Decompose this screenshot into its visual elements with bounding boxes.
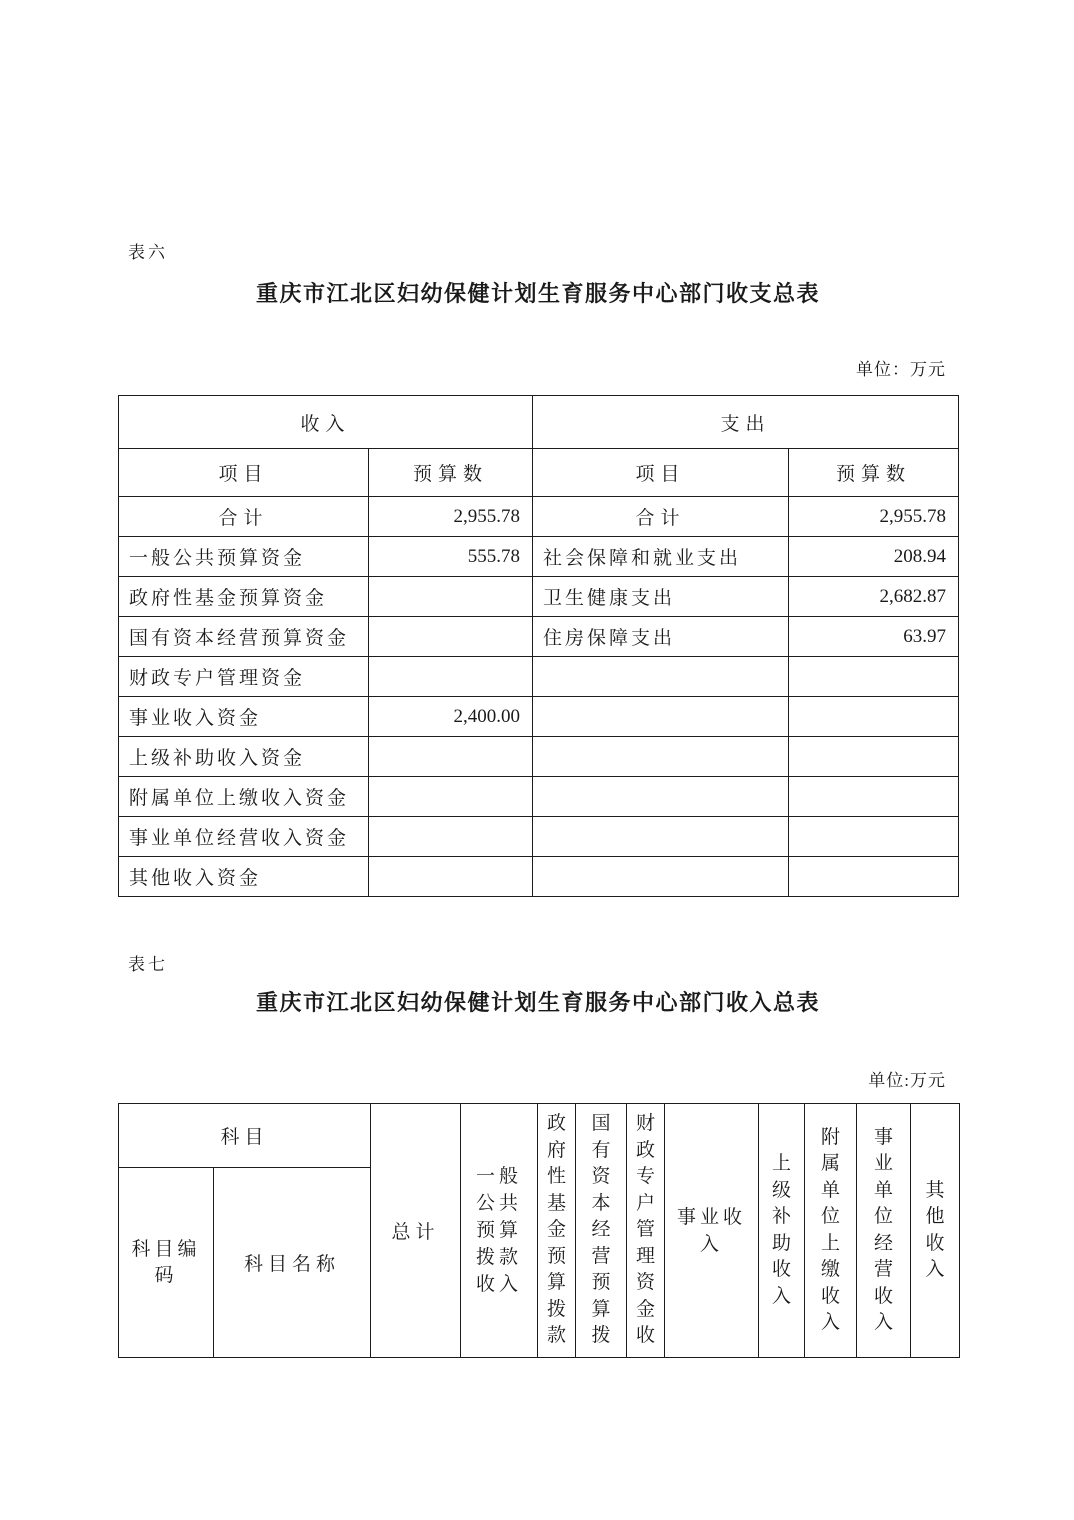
- expense-item-cell: 卫生健康支出: [533, 577, 789, 617]
- income-item-header: 项目: [119, 449, 369, 497]
- expense-item-cell: 合计: [533, 497, 789, 537]
- fiscal-account-funds-column-header: [627, 1104, 665, 1358]
- income-budget-header: 预算数: [369, 449, 533, 497]
- table6-column-header-row: [119, 449, 959, 497]
- superior-subsidy-income-column-text: 上级补助收入: [772, 1153, 792, 1307]
- expense-value-cell: 2,682.87: [789, 577, 959, 617]
- government-fund-budget-column-header: [538, 1104, 576, 1358]
- income-item-cell: 国有资本经营预算资金: [119, 617, 369, 657]
- affiliated-unit-income-column-text: 附属单位上缴收入: [821, 1126, 841, 1333]
- income-summary-table-header: [118, 1103, 960, 1358]
- table-row: [119, 617, 959, 657]
- expense-value-cell: [789, 697, 959, 737]
- subject-name-header: 科目名称: [214, 1168, 371, 1358]
- subject-group-header: 科目: [119, 1104, 371, 1168]
- government-fund-budget-column-text: 政府性基金预算拨款: [547, 1113, 567, 1347]
- general-public-budget-column-text: 一般公共预算拨款收入: [476, 1166, 523, 1295]
- income-value-cell: [369, 817, 533, 857]
- state-capital-budget-column-text: 国有资本经营预算拨: [591, 1113, 611, 1347]
- income-item-cell: 上级补助收入资金: [119, 737, 369, 777]
- income-item-cell: 事业单位经营收入资金: [119, 817, 369, 857]
- table7-title: 重庆市江北区妇幼保健计划生育服务中心部门收入总表: [255, 990, 820, 1015]
- table-row: [119, 817, 959, 857]
- budget-summary-table: [118, 395, 959, 897]
- expense-item-cell: [533, 857, 789, 897]
- table-row: [119, 497, 959, 537]
- table-row: [119, 777, 959, 817]
- income-value-cell: 555.78: [369, 537, 533, 577]
- income-item-cell: 一般公共预算资金: [119, 537, 369, 577]
- expense-item-cell: 社会保障和就业支出: [533, 537, 789, 577]
- other-income-column-text: 其他收入: [925, 1179, 945, 1280]
- income-value-cell: [369, 657, 533, 697]
- business-income-column-header: [665, 1104, 759, 1358]
- table6-unit-label: 单位：万元: [856, 360, 946, 379]
- income-value-cell: [369, 617, 533, 657]
- subject-code-header: [119, 1168, 214, 1358]
- expense-item-cell: 住房保障支出: [533, 617, 789, 657]
- expense-value-cell: [789, 657, 959, 697]
- expense-budget-header: 预算数: [789, 449, 959, 497]
- affiliated-unit-income-column-header: [805, 1104, 857, 1358]
- income-item-cell: 附属单位上缴收入资金: [119, 777, 369, 817]
- table6-title: 重庆市江北区妇幼保健计划生育服务中心部门收支总表: [255, 281, 820, 306]
- expense-value-cell: [789, 737, 959, 777]
- expense-item-cell: [533, 657, 789, 697]
- business-operating-income-column-header: [857, 1104, 911, 1358]
- table-row: [119, 657, 959, 697]
- income-value-cell: [369, 737, 533, 777]
- fiscal-account-funds-column-text: 财政专户管理资金收: [636, 1113, 656, 1347]
- expense-group-header: 支出: [533, 396, 959, 449]
- table6-group-header-row: [119, 396, 959, 449]
- business-operating-income-column-text: 事业单位经营收入: [874, 1126, 894, 1333]
- income-item-cell: 其他收入资金: [119, 857, 369, 897]
- expense-value-cell: 208.94: [789, 537, 959, 577]
- general-public-budget-column-header: [461, 1104, 538, 1358]
- state-capital-budget-column-header: [576, 1104, 627, 1358]
- expense-value-cell: [789, 817, 959, 857]
- income-item-cell: 政府性基金预算资金: [119, 577, 369, 617]
- business-income-column-text: 事业收入: [677, 1206, 747, 1255]
- table-row: [119, 577, 959, 617]
- table7-group-header-row: [119, 1104, 960, 1168]
- income-item-cell: 合计: [119, 497, 369, 537]
- superior-subsidy-income-column-header: [759, 1104, 805, 1358]
- table7-label: 表七: [128, 955, 168, 974]
- expense-item-cell: [533, 777, 789, 817]
- income-item-cell: 事业收入资金: [119, 697, 369, 737]
- expense-item-cell: [533, 737, 789, 777]
- expense-item-cell: [533, 817, 789, 857]
- income-value-cell: [369, 857, 533, 897]
- table7-unit-label: 单位:万元: [868, 1071, 946, 1090]
- expense-value-cell: [789, 857, 959, 897]
- table-row: [119, 697, 959, 737]
- expense-value-cell: [789, 777, 959, 817]
- expense-item-cell: [533, 697, 789, 737]
- income-item-cell: 财政专户管理资金: [119, 657, 369, 697]
- subject-code-header-text: 科目编码: [131, 1238, 201, 1286]
- expense-value-cell: 63.97: [789, 617, 959, 657]
- income-value-cell: 2,955.78: [369, 497, 533, 537]
- expense-value-cell: 2,955.78: [789, 497, 959, 537]
- table-row: [119, 537, 959, 577]
- income-value-cell: 2,400.00: [369, 697, 533, 737]
- total-column-header: 总计: [371, 1104, 461, 1358]
- income-value-cell: [369, 577, 533, 617]
- income-value-cell: [369, 777, 533, 817]
- table6-label: 表六: [128, 243, 168, 262]
- other-income-column-header: [911, 1104, 960, 1358]
- table-row: [119, 857, 959, 897]
- income-group-header: 收入: [119, 396, 533, 449]
- table-row: [119, 737, 959, 777]
- expense-item-header: 项目: [533, 449, 789, 497]
